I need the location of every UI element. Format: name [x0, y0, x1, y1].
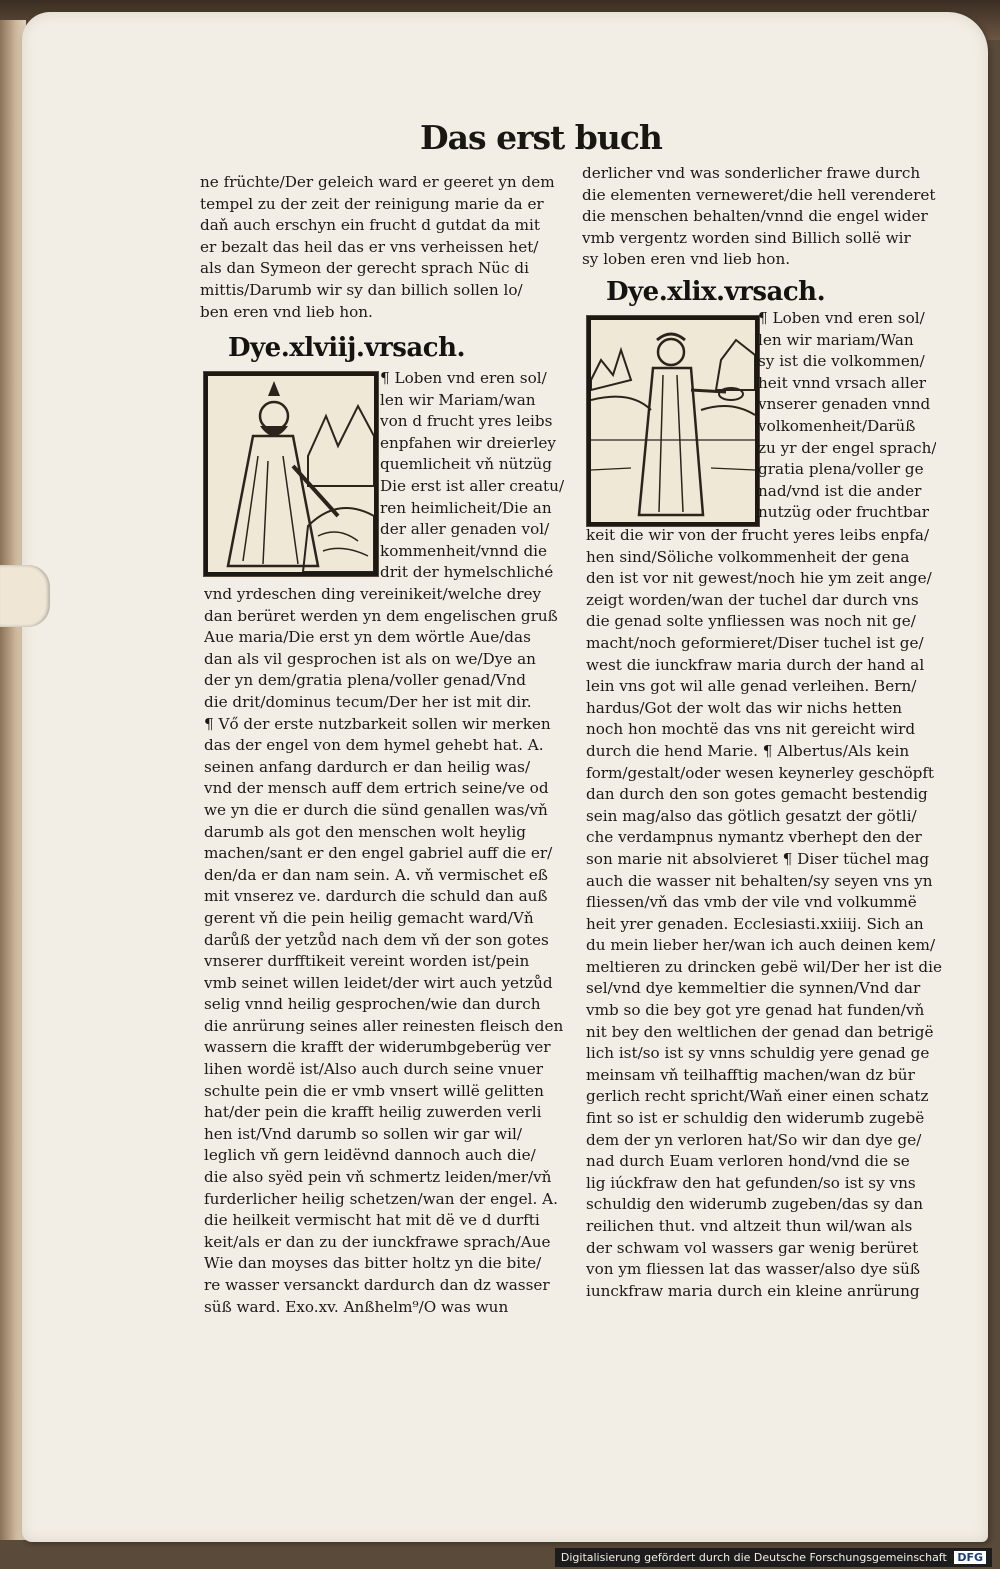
left-column-body	[204, 584, 563, 1318]
woodcut-illustration-figure	[587, 316, 759, 526]
text-line: len wir Mariam/wan	[380, 390, 536, 409]
text-line: zeigt worden/wan der tuchel dar durch vns	[586, 590, 919, 609]
text-line: die anrürung seines aller reinesten fleisch den	[204, 1016, 564, 1035]
text-line: auch die wasser nit behalten/sy seyen vns yn	[586, 871, 933, 890]
text-line: ben eren vnd lieb hon.	[200, 302, 373, 321]
woodcut-image	[591, 320, 755, 522]
text-line: hen sind/Söliche volkommenheit der gena	[586, 547, 910, 566]
text-line: keit die wir von der frucht yeres leibs enpfa/	[586, 526, 930, 544]
right-column-top	[582, 163, 936, 271]
text-line: fliessen/vň das vmb der vile vnd volkummë	[586, 893, 917, 912]
text-line: nad durch Euam verloren hond/vnd die se	[586, 1152, 910, 1171]
text-line: noch hon mochtë das vns nit gereicht wird	[586, 720, 916, 739]
left-column-top	[200, 172, 555, 323]
text-line: furderlicher heilig schetzen/wan der engel. A.	[204, 1189, 558, 1208]
text-line: nit bey den weltlichen der genad dan betrigë	[586, 1022, 934, 1041]
text-line: hen ist/Vnd darumb so sollen wir gar wil/	[204, 1124, 522, 1143]
dfg-logo: DFG	[954, 1551, 986, 1564]
text-line: Aue maria/Die erst yn dem wörtle Aue/das	[204, 628, 531, 647]
text-line: den/da er dan nam sein. A. vň vermischet eß	[204, 865, 548, 884]
text-line: re wasser versanckt dardurch dan dz wasser	[204, 1276, 550, 1294]
text-line: er bezalt das heil das er vns verheissen het/	[200, 237, 539, 256]
text-line: die drit/dominus tecum/Der her ist mit dir.	[204, 692, 532, 711]
text-line: we yn die er durch die sünd genallen was/vň	[204, 800, 548, 819]
page-tab-marker	[0, 565, 50, 627]
text-line: die menschen behalten/vnnd die engel wider	[582, 207, 928, 226]
text-line: west die iunckfraw maria durch der hand al	[586, 655, 925, 674]
text-line: schulte pein die er vmb vnsert willë gelitten	[204, 1081, 544, 1100]
text-line: vmb vergentz worden sind Billich sollë wir	[582, 228, 911, 247]
text-line: sein mag/also das götlich gesatzt der götli/	[586, 806, 917, 825]
credit-text: Digitalisierung gefördert durch die Deutsche Forschungsgemeinschaft	[560, 1551, 947, 1564]
text-line: machen/sant er den engel gabriel auff die er/	[204, 844, 553, 863]
text-line: süß ward. Exo.xv. Anßhelm⁹/O was wun	[204, 1297, 509, 1316]
text-line: che verdampnus nymantz vberhept den der	[586, 828, 922, 847]
text-line: mittis/Darumb wir sy dan billich sollen lo/	[200, 280, 523, 299]
text-line: darůß der yetzůd nach dem vň der son gotes	[204, 930, 549, 949]
running-header: Das erst buch	[420, 118, 662, 157]
text-line: mit vnserez ve. dardurch die schuld dan auß	[204, 887, 548, 906]
text-line: meinsam vň teilhafftig machen/wan dz bür	[586, 1065, 915, 1084]
text-line: ¶ Vő der erste nutzbarkeit sollen wir merken	[204, 714, 551, 733]
text-line: fint so ist er schuldig den widerumb zugebë	[586, 1109, 925, 1128]
chapter-heading-48: Dye.xlviij.vrsach.	[228, 333, 466, 363]
text-line: lich ist/so ist sy vnns schuldig yere genad ge	[586, 1044, 930, 1063]
text-line: vmb so die bey got yre genad hat funden/vň	[586, 1001, 925, 1020]
text-line: sel/vnd dye kemmeltier die synnen/Vnd dar	[586, 979, 921, 998]
text-line: schuldig den widerumb zugeben/das sy dan	[586, 1195, 923, 1214]
text-line: leglich vň gern leidëvnd dannoch auch die/	[204, 1146, 536, 1165]
text-line: heit yrer genaden. Ecclesiasti.xxiiij. Sich an	[586, 914, 924, 933]
text-line: ren heimlicheit/Die an	[380, 498, 552, 517]
text-line: form/gestalt/oder wesen keynerley geschöpft	[586, 763, 935, 782]
text-line: kommenheit/vnnd die	[380, 541, 548, 560]
text-line: macht/noch geformieret/Diser tuchel ist ge/	[586, 633, 924, 652]
text-line: die also syëd pein vň schmertz leiden/mer/vň	[204, 1168, 552, 1187]
text-line: die genad solte ynfliessen was noch nit ge/	[586, 612, 916, 631]
text-line: vnserer durfftikeit vereint worden ist/pein	[204, 952, 530, 971]
left-column-beside-cut	[380, 368, 564, 584]
text-line: quemlicheit vň nützüg	[380, 455, 553, 474]
text-line: len wir mariam/Wan	[758, 330, 914, 349]
text-line: iunckfraw maria durch ein kleine anrürung	[586, 1281, 920, 1300]
right-column-beside-cut	[758, 308, 936, 524]
text-line: gratia plena/voller ge	[758, 460, 924, 479]
text-line: son marie nit absolvieret ¶ Diser tüchel mag	[586, 849, 930, 868]
text-line: enpfahen wir dreierley	[380, 433, 556, 452]
text-line: das der engel von dem hymel gehebt hat. A.	[204, 736, 544, 755]
text-line: sy ist die volkommen/	[758, 352, 925, 371]
text-line: meltieren zu drincken gebë wil/Der her ist die	[586, 957, 942, 976]
text-line: sy loben eren vnd lieb hon.	[582, 250, 791, 269]
text-line: der schwam vol wassers gar wenig berüret	[586, 1238, 919, 1257]
text-line: ne früchte/Der geleich ward er geeret yn dem	[200, 173, 555, 191]
text-line: selig vnnd heilig gesprochen/wie dan durch	[204, 995, 541, 1014]
text-line: keit/als er dan zu der iunckfrawe sprach/Aue	[204, 1232, 551, 1251]
text-line: vnd der mensch auff dem ertrich seine/ve od	[204, 779, 549, 798]
text-line: von d frucht yres leibs	[380, 412, 553, 431]
text-line: von ym fliessen lat das wasser/also dye süß	[586, 1260, 921, 1279]
text-line: der aller genaden vol/	[380, 520, 550, 539]
text-line: darumb als got den menschen wolt heylig	[204, 822, 526, 841]
text-line: lig iúckfraw den hat gefunden/so ist sy vns	[586, 1173, 916, 1192]
text-line: daň auch erschyn ein frucht d gutdat da mit	[200, 216, 541, 235]
text-line: volkomenheit/Darüß	[758, 416, 916, 435]
text-line: vmb seinet willen leidet/der wirt auch yetzůd	[204, 973, 553, 992]
woodcut-image	[208, 376, 374, 572]
text-line: vnserer genaden vnnd	[758, 395, 931, 414]
woodcut-illustration-gabriel	[204, 372, 378, 576]
text-line: dan als vil gesprochen ist als on we/Dye an	[204, 649, 536, 668]
text-line: tempel zu der zeit der reinigung marie da er	[200, 194, 544, 213]
right-column-body	[586, 525, 942, 1302]
text-line: lein vns got wil alle genad verleihen. Bern/	[586, 677, 917, 696]
text-line: hardus/Got der wolt das wir nichs hetten	[586, 698, 903, 717]
text-line: nad/vnd ist die ander	[758, 481, 922, 500]
text-line: ¶ Loben vnd eren sol/	[758, 309, 925, 327]
text-line: wassern die krafft der widerumbgeberüg ver	[204, 1038, 551, 1057]
text-line: durch die hend Marie. ¶ Albertus/Als kein	[586, 741, 910, 760]
text-line: zu yr der engel sprach/	[758, 438, 937, 457]
chapter-heading-49: Dye.xlix.vrsach.	[606, 277, 826, 307]
text-line: du mein lieber her/wan ich auch deinen kem/	[586, 936, 936, 955]
text-line: Die erst ist aller creatu/	[380, 476, 565, 495]
text-line: reilichen thut. vnd altzeit thun wil/wan als	[586, 1217, 913, 1235]
text-line: heit vnnd vrsach aller	[758, 373, 927, 392]
text-line: derlicher vnd was sonderlicher frawe durch	[582, 164, 921, 182]
text-line: hat/der pein die krafft heilig zuwerden verli	[204, 1103, 542, 1122]
text-line: drit der hymelschliché	[380, 563, 554, 582]
text-line: der yn dem/gratia plena/voller genad/Vnd	[204, 671, 526, 690]
text-line: gerlich recht spricht/Waň einer einen schatz	[586, 1087, 929, 1106]
text-line: die heilkeit vermischt hat mit dë ve d durfti	[204, 1211, 540, 1230]
text-line: gerent vň die pein heilig gemacht ward/Vň	[204, 908, 534, 927]
text-line: dem der yn verloren hat/So wir dan dye ge/	[586, 1130, 922, 1149]
text-line: dan durch den son gotes gemacht bestendig	[586, 785, 928, 804]
text-line: dan berüret werden yn dem engelischen gruß	[204, 606, 558, 625]
digitization-credit	[555, 1548, 992, 1567]
text-line: vnd yrdeschen ding vereinikeit/welche drey	[204, 585, 542, 603]
text-line: als dan Symeon der gerecht sprach Nüc di	[200, 259, 529, 278]
text-line: nutzüg oder fruchtbar	[758, 503, 930, 522]
text-line: Wie dan moyses das bitter holtz yn die bite/	[204, 1254, 542, 1273]
text-line: seinen anfang dardurch er dan heilig was/	[204, 757, 531, 776]
text-line: ¶ Loben vnd eren sol/	[380, 369, 547, 387]
text-line: die elementen verneweret/die hell verenderet	[582, 185, 936, 204]
text-line: lihen wordë ist/Also auch durch seine vnuer	[204, 1060, 543, 1079]
text-line: den ist vor nit gewest/noch hie ym zeit ange/	[586, 569, 932, 588]
